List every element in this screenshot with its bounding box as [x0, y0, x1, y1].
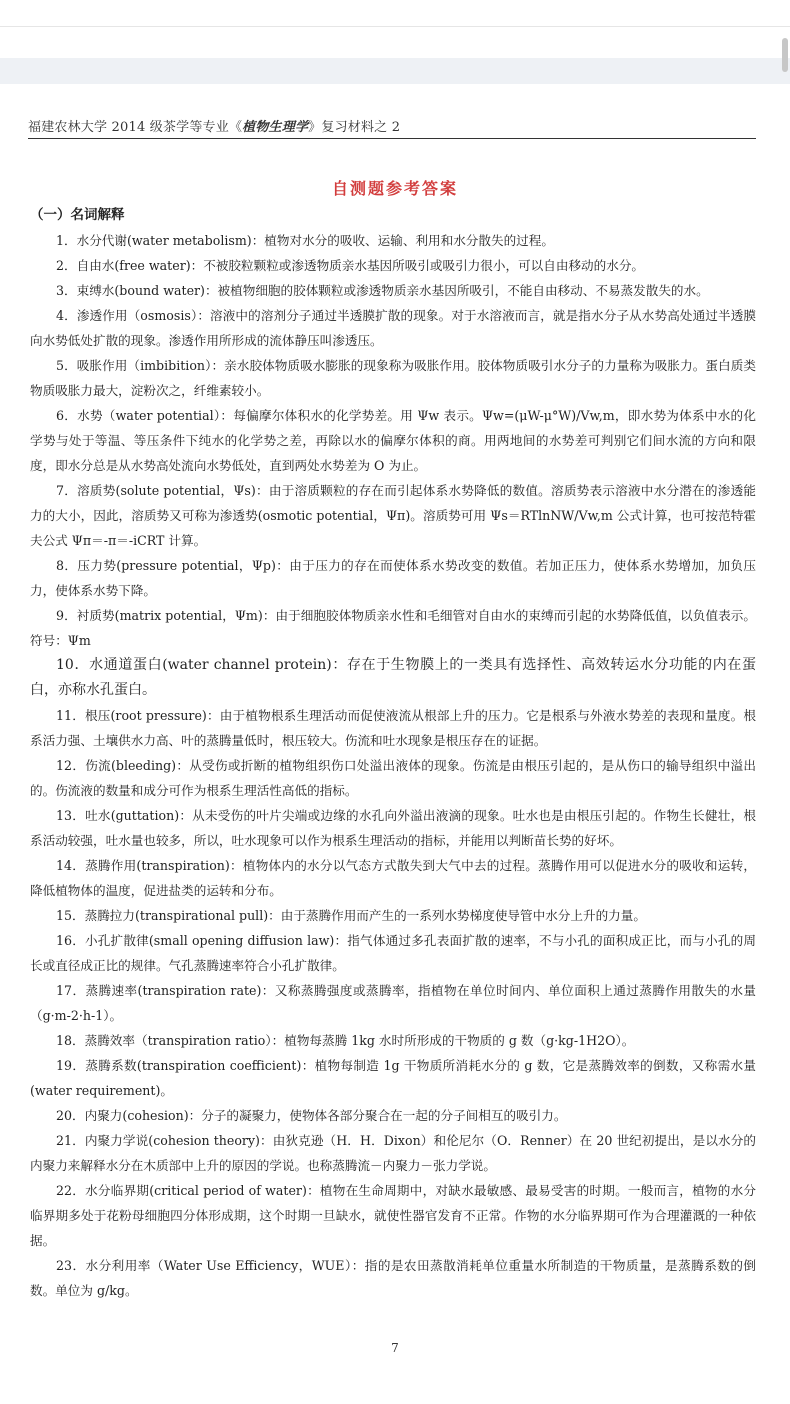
definition-item: 2．自由水(free water)：不被胶粒颗粒或渗透物质亲水基因所吸引或吸引力很小，可以自由移动的水分。 [56, 258, 645, 273]
definition-item: 20．内聚力(cohesion)：分子的凝聚力，使物体各部分聚合在一起的分子间相互的吸引力。 [56, 1108, 567, 1123]
definition-item: 3．束缚水(bound water)：被植物细胞的胶体颗粒或渗透物质亲水基因所吸引，不能自由移动、不易蒸发散失的水。 [56, 283, 709, 298]
definition-item: 14．蒸腾作用(transpiration)：植物体内的水分以气态方式散失到大气中去的过程。蒸腾作用可以促进水分的吸收和运转，降低植物体的温度，促进盐类的运转和分布。 [30, 858, 756, 898]
definition-item: 10．水通道蛋白(water channel protein)：存在于生物膜上的一类具有选择性、高效转运水分功能的内在蛋白，亦称水孔蛋白。 [30, 657, 756, 698]
definition-item: 15．蒸腾拉力(transpirational pull)：由于蒸腾作用而产生的一系列水势梯度使导管中水分上升的力量。 [56, 908, 646, 923]
definition-item: 1．水分代谢(water metabolism)：植物对水分的吸收、运输、利用和水分散失的过程。 [56, 233, 554, 248]
definition-item: 19．蒸腾系数(transpiration coefficient)：植物每制造 1g 干物质所消耗水分的 g 数，它是蒸腾效率的倒数，又称需水量(water requirement)。 [30, 1058, 756, 1098]
toolbar-band [0, 58, 790, 84]
definition-item: 4．渗透作用（osmosis）：溶液中的溶剂分子通过半透膜扩散的现象。对于水溶液而言，就是指水分子从水势高处通过半透膜向水势低处扩散的现象。渗透作用所形成的流体静压叫渗透压。 [30, 308, 756, 348]
header-prefix: 福建农林大学 2014 级茶学等专业《 [28, 120, 243, 135]
section-heading: （一）名词解释 [30, 207, 125, 223]
definition-item: 13．吐水(guttation)：从未受伤的叶片尖端或边缘的水孔向外溢出液滴的现象。吐水也是由根压引起的。作物生长健壮，根系活动较强，吐水量也较多，所以，吐水现象可以作为根系生理活动的指标，并能用以判断苗长势的好坏。 [30, 808, 756, 848]
page-title: 自测题参考答案 [331, 179, 458, 198]
definition-item: 12．伤流(bleeding)：从受伤或折断的植物组织伤口处溢出液体的现象。伤流是由根压引起的，是从伤口的输导组织中溢出的。伤流液的数量和成分可作为根系生理活性高低的指标。 [30, 758, 756, 798]
definition-item: 6．水势（water potential）：每偏摩尔体积水的化学势差。用 Ψw 表示。Ψw=(μW-μ°W)/Vw,m，即水势为体系中水的化学势与处于等温、等压条件下纯水的化学势之差，再除以水的偏摩尔体积的商。用两地间的水势差可判别它们间水流的方向和限度，即水分总是从水势高处流向水势低处，直到两处水势差为 O 为止。 [30, 408, 756, 473]
definition-item: 23．水分利用率（Water Use Efficiency，WUE）：指的是农田蒸散消耗单位重量水所制造的干物质量，是蒸腾系数的倒数。单位为 g/kg。 [30, 1258, 756, 1298]
definition-item: 18．蒸腾效率（transpiration ratio）：植物每蒸腾 1kg 水时所形成的干物质的 g 数（g·kg-1H2O）。 [56, 1033, 635, 1048]
definition-item: 7．溶质势(solute potential，Ψs)：由于溶质颗粒的存在而引起体系水势降低的数值。溶质势表示溶液中水分潜在的渗透能力的大小，因此，溶质势又可称为渗透势(osmotic potential，Ψπ)。溶质势可用 Ψs＝RTlnNW/Vw,m 公式计算，也可按范特霍夫公式 Ψπ＝-π＝-iCRT 计算。 [30, 483, 756, 548]
header-suffix: 》复习材料之 2 [308, 120, 401, 135]
definitions-list [30, 228, 756, 1303]
definition-item: 22．水分临界期(critical period of water)：植物在生命周期中，对缺水最敏感、最易受害的时期。一般而言，植物的水分临界期多处于花粉母细胞四分体形成期，这个时期一旦缺水，就使性器官发育不正常。作物的水分临界期可作为合理灌溉的一种依据。 [30, 1183, 756, 1248]
top-bar [0, 0, 790, 27]
header-course-name: 植物生理学 [242, 120, 309, 135]
scrollbar-thumb[interactable] [782, 38, 788, 72]
definition-item: 21．内聚力学说(cohesion theory)：由狄克逊（H．H．Dixon）和伦尼尔（O．Renner）在 20 世纪初提出，是以水分的内聚力来解释水分在木质部中上升的原因的学说。也称蒸腾流－内聚力－张力学说。 [30, 1133, 756, 1173]
definition-item: 9．衬质势(matrix potential，Ψm)：由于细胞胶体物质亲水性和毛细管对自由水的束缚而引起的水势降低值，以负值表示。符号：Ψm [30, 608, 756, 648]
running-header [28, 116, 756, 135]
definition-item: 5．吸胀作用（imbibition）：亲水胶体物质吸水膨胀的现象称为吸胀作用。胶体物质吸引水分子的力量称为吸胀力。蛋白质类物质吸胀力最大，淀粉次之，纤维素较小。 [30, 358, 756, 398]
definition-item: 17．蒸腾速率(transpiration rate)：又称蒸腾强度或蒸腾率，指植物在单位时间内、单位面积上通过蒸腾作用散失的水量（g·m-2·h-1）。 [30, 983, 756, 1023]
page-number: 7 [391, 1341, 399, 1355]
definition-item: 11．根压(root pressure)：由于植物根系生理活动而促使液流从根部上升的压力。它是根系与外液水势差的表现和量度。根系活力强、土壤供水力高、叶的蒸腾量低时，根压较大。伤流和吐水现象是根压存在的证据。 [30, 708, 756, 748]
definition-item: 16．小孔扩散律(small opening diffusion law)：指气体通过多孔表面扩散的速率，不与小孔的面积成正比，而与小孔的周长或直径成正比的规律。气孔蒸腾速率符合小孔扩散律。 [30, 933, 756, 973]
header-divider [28, 138, 756, 139]
definition-item: 8．压力势(pressure potential，Ψp)：由于压力的存在而使体系水势改变的数值。若加正压力，使体系水势增加，加负压力，使体系水势下降。 [30, 558, 756, 598]
